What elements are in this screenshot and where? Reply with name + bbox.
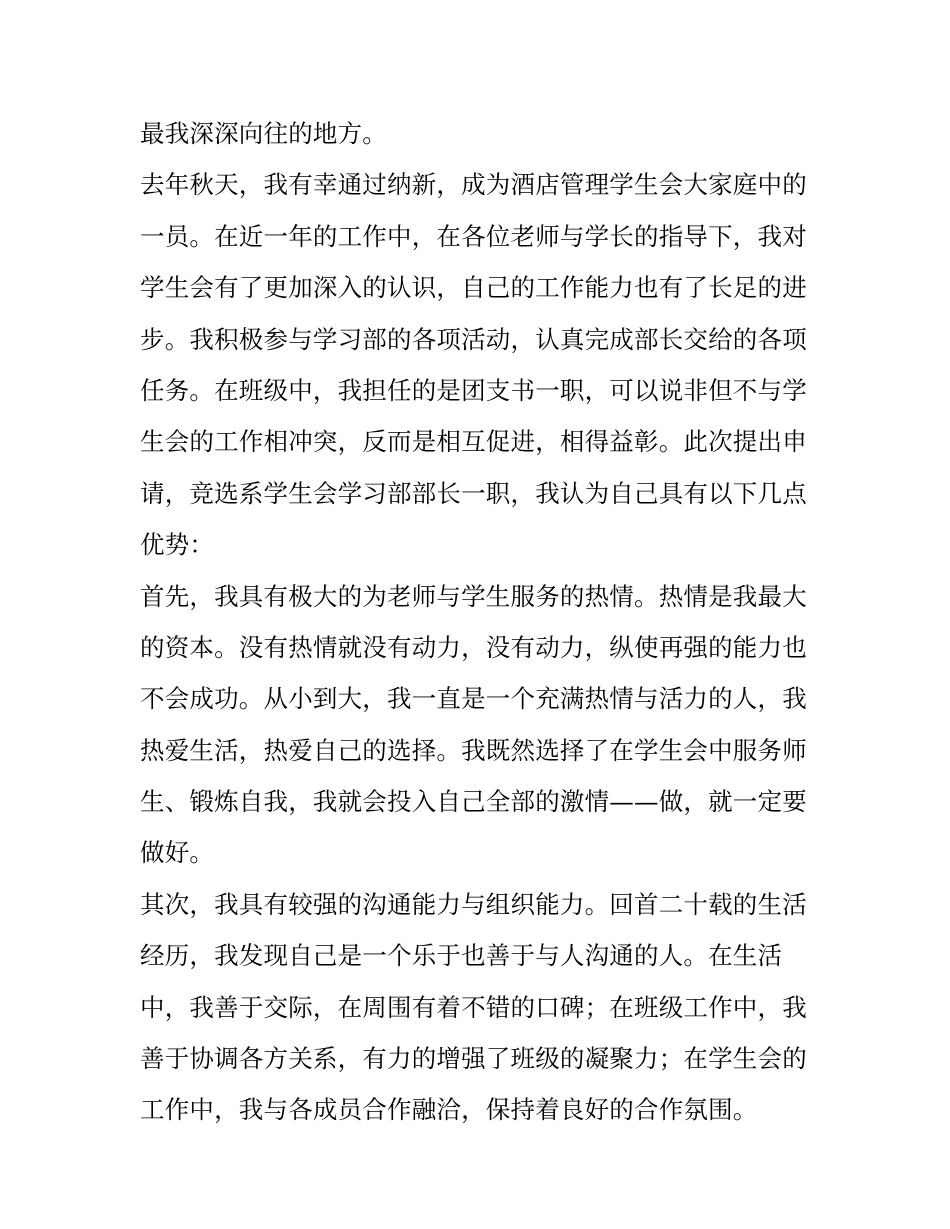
body-text [140, 108, 820, 1136]
text-line: 生会的工作相冲突，反而是相互促进，相得益彰。此次提出申 [140, 427, 807, 457]
text-line: 首先，我具有极大的为老师与学生服务的热情。热情是我最大 [140, 581, 807, 611]
text-line: 最我深深向往的地方。 [140, 119, 387, 148]
text-line: 去年秋天，我有幸通过纳新，成为酒店管理学生会大家庭中的 [140, 170, 807, 200]
text-line: 的资本。没有热情就没有动力，没有动力，纵使再强的能力也 [140, 632, 807, 662]
text-line: 优势： [140, 530, 215, 560]
text-line: 经历，我发现自己是一个乐于也善于与人沟通的人。在生活 [140, 941, 783, 971]
text-line: 其次，我具有较强的沟通能力与组织能力。回首二十载的生活 [140, 889, 807, 919]
text-line: 一员。在近一年的工作中，在各位老师与学长的指导下，我对 [140, 221, 807, 251]
text-line: 不会成功。从小到大，我一直是一个充满热情与活力的人，我 [140, 684, 807, 714]
text-line: 任务。在班级中，我担任的是团支书一职，可以说非但不与学 [140, 375, 807, 405]
text-line: 学生会有了更加深入的认识，自己的工作能力也有了长足的进 [140, 273, 807, 303]
text-line: 热爱生活，热爱自己的选择。我既然选择了在学生会中服务师 [140, 735, 807, 765]
text-line: 请，竞选系学生会学习部部长一职，我认为自己具有以下几点 [140, 478, 807, 508]
text-line: 善于协调各方关系，有力的增强了班级的凝聚力；在学生会的 [140, 1044, 807, 1074]
text-line: 生、锻炼自我，我就会投入自己全部的激情——做，就一定要 [140, 787, 807, 817]
text-line: 做好。 [140, 838, 215, 868]
text-line: 工作中，我与各成员合作融洽，保持着良好的合作氛围。 [140, 1095, 758, 1125]
text-line: 步。我积极参与学习部的各项活动，认真完成部长交给的各项 [140, 324, 807, 354]
text-line: 中，我善于交际，在周围有着不错的口碑；在班级工作中，我 [140, 992, 807, 1022]
